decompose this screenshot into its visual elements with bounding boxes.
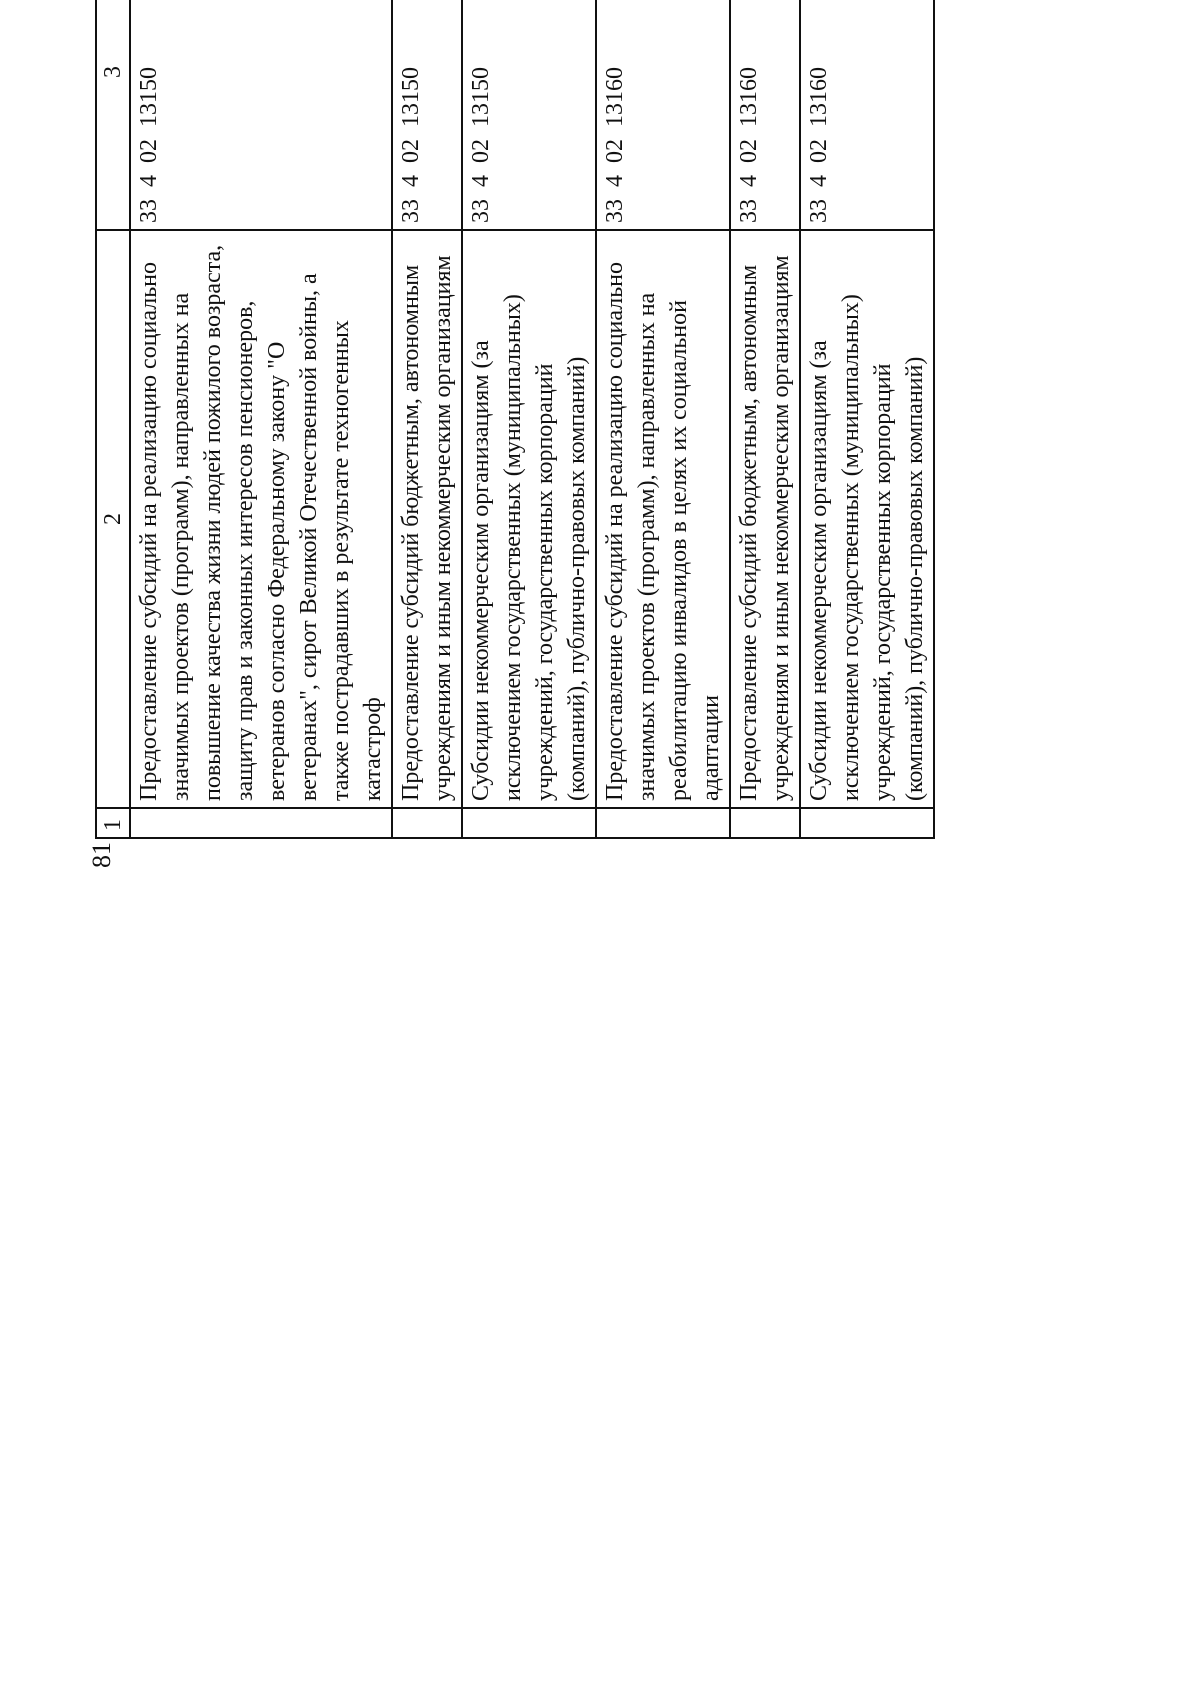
cell-number (130, 808, 392, 838)
cell-code: 33 4 02 13150 (130, 0, 392, 230)
cell-number (596, 808, 730, 838)
table-row (800, 0, 934, 838)
rotated-table-page (95, 0, 1015, 839)
cell-code: 33 4 02 13160 (800, 0, 934, 230)
cell-code: 33 4 02 13160 (730, 0, 800, 230)
cell-name: Предоставление субсидий на реализацию социально значимых проектов (программ), направленных на повышение качества жизни людей пожилого возраста, защиту прав и законных интересов пенсионеров, ветеранов согласно Федеральному закону "О ветеранах", сирот Великой Отечественной войны, а также пострадавших в результате техногенных катастроф (130, 230, 392, 808)
cell-code: 33 4 02 13150 (462, 0, 596, 230)
table-row (730, 0, 800, 838)
cell-name: Предоставление субсидий на реализацию социально значимых проектов (программ), направленных на реабилитацию инвалидов в целях их социальной адаптации (596, 230, 730, 808)
header-col-2: 2 (96, 230, 130, 808)
header-col-1: 1 (96, 808, 130, 838)
cell-name: Предоставление субсидий бюджетным, автономным учреждениям и иным некоммерческим организациям (730, 230, 800, 808)
cell-code: 33 4 02 13160 (596, 0, 730, 230)
cell-name: Предоставление субсидий бюджетным, автономным учреждениям и иным некоммерческим организациям (392, 230, 462, 808)
table-row (462, 0, 596, 838)
table-row (130, 0, 392, 838)
table-row (596, 0, 730, 838)
page-number: 81 (87, 842, 116, 868)
cell-name: Субсидии некоммерческим организациям (за исключением государственных (муниципальных) учреждений, государственных корпораций (компаний), публично-правовых компаний) (462, 230, 596, 808)
budget-table (95, 0, 935, 839)
header-col-3: 3 (96, 0, 130, 230)
cell-number (800, 808, 934, 838)
cell-name: Субсидии некоммерческим организациям (за исключением государственных (муниципальных) учреждений, государственных корпораций (компаний), публично-правовых компаний) (800, 230, 934, 808)
cell-number (730, 808, 800, 838)
cell-number (462, 808, 596, 838)
header-row (96, 0, 130, 838)
cell-code: 33 4 02 13150 (392, 0, 462, 230)
cell-number (392, 808, 462, 838)
table-row (392, 0, 462, 838)
